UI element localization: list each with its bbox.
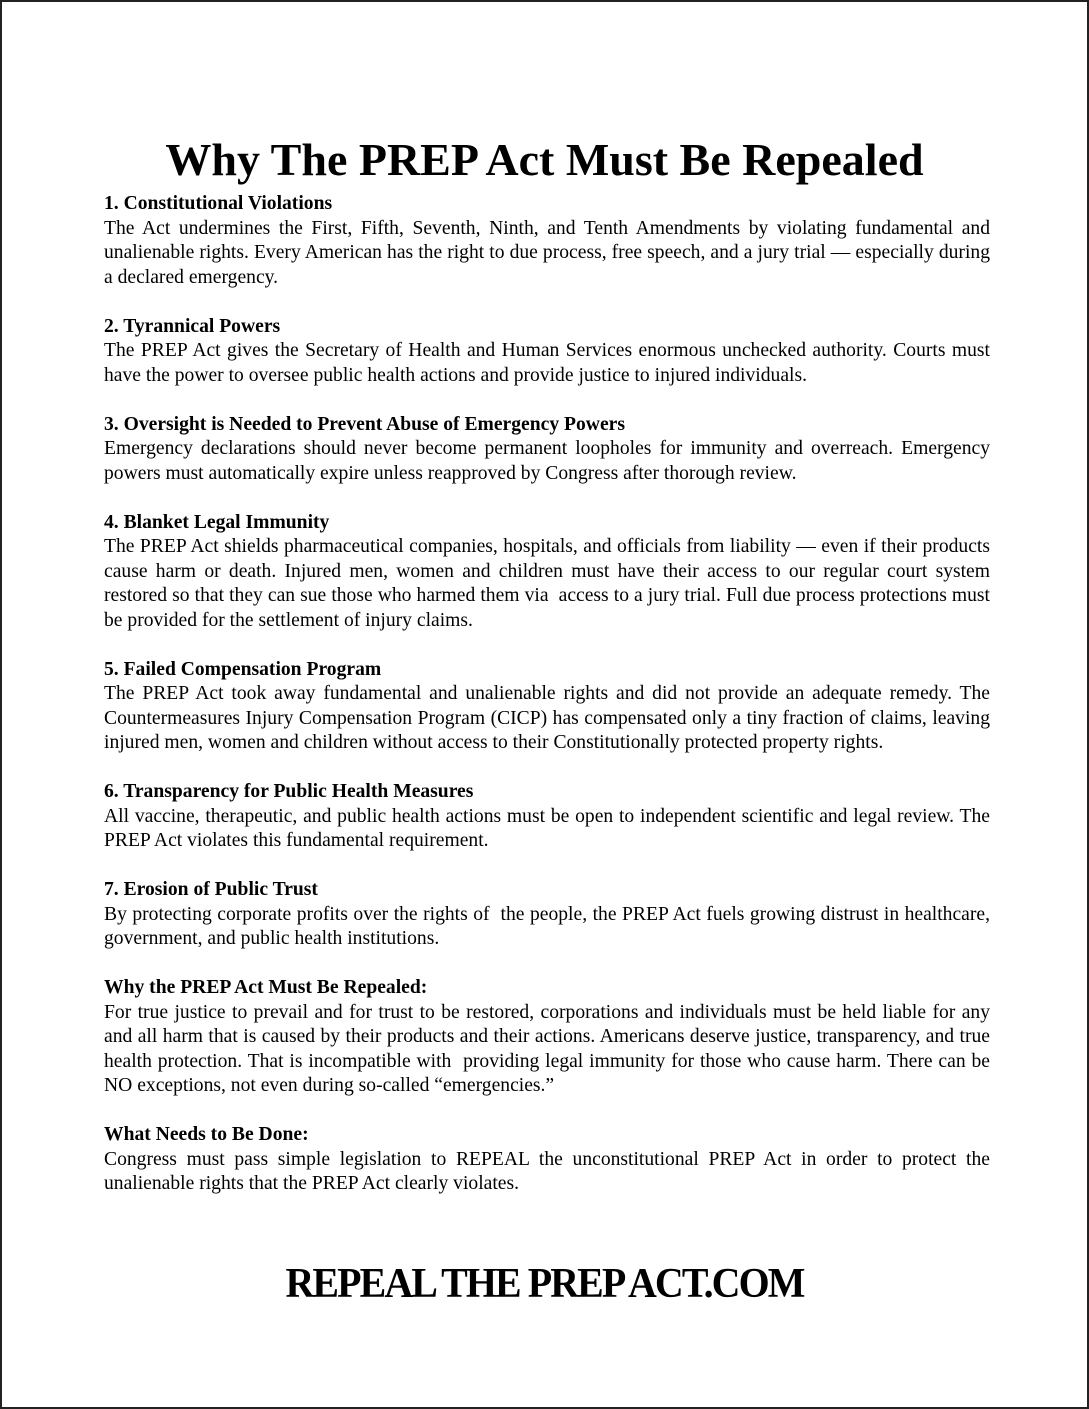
section-body: All vaccine, therapeutic, and public health actions must be open to independent scientific and legal review. The PREP Act violates this fundamental requirement. [104, 805, 995, 851]
section-heading: 2. Tyrannical Powers [104, 315, 281, 337]
section-oversight [104, 413, 995, 487]
section-body: The PREP Act took away fundamental and unalienable rights and did not provide an adequate remedy. The Countermeasures Injury Compensation Program (CICP) has compensated only a tiny fraction of claims, leaving injured men, women and children without access to their Constitutionally protected property rights. [104, 683, 995, 753]
section-body: Congress must pass simple legislation to REPEAL the unconstitutional PREP Act in order to protect the unalienable rights that the PREP Act clearly violates. [104, 1148, 995, 1194]
section-heading: 5. Failed Compensation Program [104, 658, 382, 680]
section-heading: 3. Oversight is Needed to Prevent Abuse of Emergency Powers [104, 413, 625, 435]
section-transparency [104, 780, 995, 854]
section-heading: 1. Constitutional Violations [104, 193, 333, 214]
section-what-needs-done [104, 1123, 995, 1197]
section-body: The PREP Act gives the Secretary of Health and Human Services enormous unchecked authority. Courts must have the power to oversee public health actions and provide justice to injured individuals. [104, 340, 995, 386]
section-heading: 7. Erosion of Public Trust [104, 879, 318, 900]
section-body: The PREP Act shields pharmaceutical companies, hospitals, and officials from liability — even if their products cause harm or death. Injured men, women and children must have their access to our regular court system restored so that they can sue those who harmed them via access to a jury trial. Full due process protections must be provided for the settlement of injury claims. [104, 536, 995, 631]
website-footer: REPEAL THE PREP ACT.COM [285, 1261, 804, 1307]
section-heading: 6. Transparency for Public Health Measures [104, 781, 474, 802]
section-legal-immunity [104, 511, 995, 634]
section-body: For true justice to prevail and for trust to be restored, corporations and individuals must be held liable for any and all harm that is caused by their products and their actions. Americans deserve justice, transparency, and true health protection. That is incompatible with providing legal immunity for those who cause harm. There can be NO exceptions, not even during so-called “emergencies.” [104, 1001, 995, 1096]
section-body: The Act undermines the First, Fifth, Seventh, Ninth, and Tenth Amendments by violating fundamental and unalienable rights. Every American has the right to due process, free speech, and a jury trial — especially during a declared emergency. [104, 217, 995, 288]
section-body: By protecting corporate profits over the rights of the people, the PREP Act fuels growing distrust in healthcare, government, and public health institutions. [104, 903, 995, 949]
section-compensation-program [104, 658, 995, 756]
page-title: Why The PREP Act Must Be Repealed [165, 133, 924, 185]
section-constitutional-violations [104, 192, 995, 290]
document-body [104, 192, 995, 1221]
section-why-repealed [104, 976, 995, 1099]
section-heading: 4. Blanket Legal Immunity [104, 511, 330, 533]
section-public-trust [104, 878, 995, 952]
section-heading: Why the PREP Act Must Be Repealed: [104, 977, 428, 998]
section-body: Emergency declarations should never become permanent loopholes for immunity and overreach. Emergency powers must automatically expire unless reapproved by Congress after thorough review. [104, 438, 995, 484]
section-heading: What Needs to Be Done: [104, 1124, 309, 1145]
section-tyrannical-powers [104, 315, 995, 389]
